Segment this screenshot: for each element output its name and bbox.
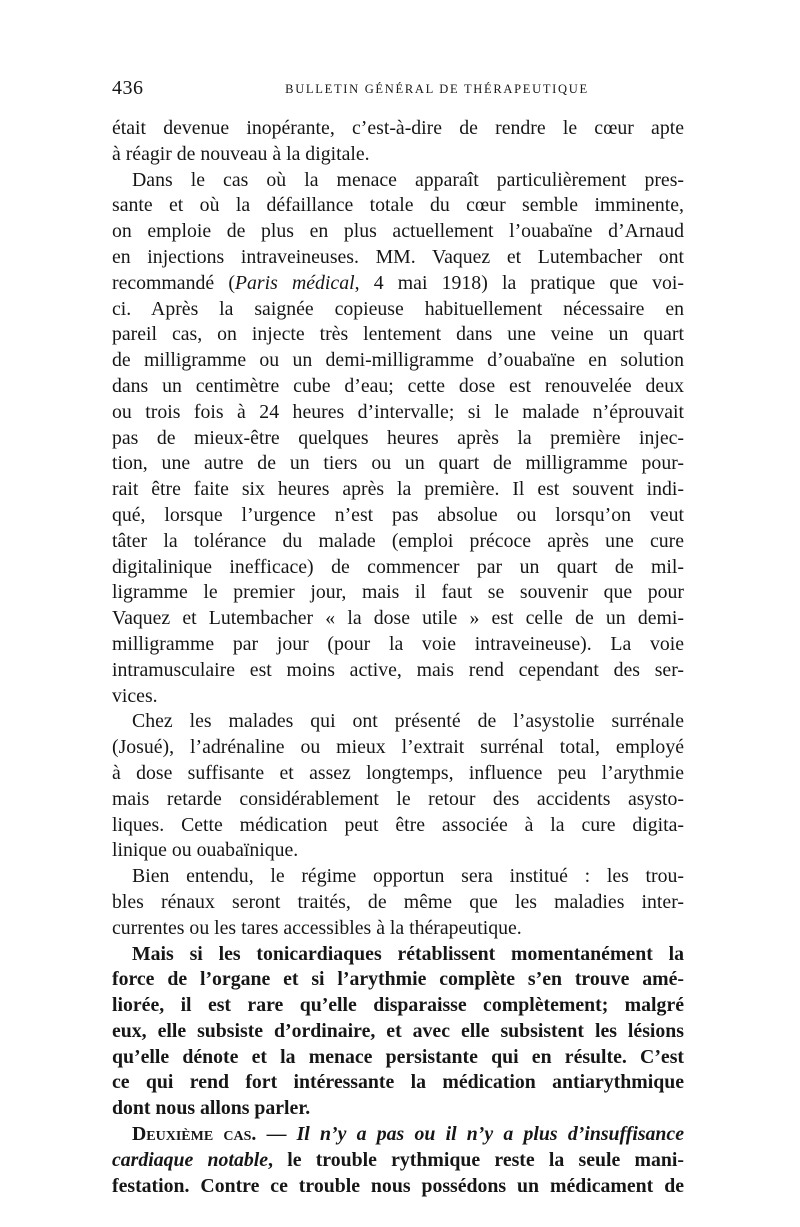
text-line xyxy=(112,1148,684,1174)
text-line: vices. xyxy=(112,684,158,707)
text-line: qué, lorsque l’urgence n’est pas absolue ou lorsqu’on veut xyxy=(112,503,684,526)
text-line: Bien entendu, le régime opportun sera institué : les trou- xyxy=(132,865,684,888)
text-line: eux, elle subsiste d’ordinaire, et avec elle subsistent les lésions xyxy=(112,1019,684,1042)
text-line: Mais si les tonicardiaques rétablissent momentanément la xyxy=(132,942,684,965)
journal-title: BULLETIN GÉNÉRAL DE THÉRAPEUTIQUE xyxy=(285,82,589,96)
text-line: currentes ou les tares accessibles à la thérapeutique. xyxy=(112,916,522,939)
text-line: force de l’organe et si l’arythmie complète s’en trouve amé- xyxy=(112,968,684,991)
text-line: à dose suffisante et assez longtemps, influence peu l’arythmie xyxy=(112,761,684,784)
text-segment: , 4 mai 1918) la pratique que voi- xyxy=(354,271,684,294)
text-line: Dans le cas où la menace apparaît particulièrement pres- xyxy=(132,168,684,191)
text-line: sante et où la défaillance totale du cœur semble imminente, xyxy=(112,194,684,217)
text-line: on emploie de plus en plus actuellement l’ouabaïne d’Arnaud xyxy=(112,220,684,243)
text-line: (Josué), l’adrénaline ou mieux l’extrait surrénal total, employé xyxy=(112,736,684,759)
text-line: linique ou ouabaïnique. xyxy=(112,839,299,862)
text-line: pareil cas, on injecte très lentement dans une veine un quart xyxy=(112,323,684,346)
text-line: qu’elle dénote et la menace persistante qui en résulte. C’est xyxy=(112,1045,684,1068)
text-line: ou trois fois à 24 heures d’intervalle; si le malade n’éprouvait xyxy=(112,400,684,423)
text-line: ligramme le premier jour, mais il faut se souvenir que pour xyxy=(112,581,684,604)
text-line: en injections intraveineuses. MM. Vaquez et Lutembacher ont xyxy=(112,245,684,268)
text-line: bles rénaux seront traités, de même que les maladies inter- xyxy=(112,890,684,913)
text-line: tion, une autre de un tiers ou un quart de milligramme pour- xyxy=(112,452,684,475)
text-line: Vaquez et Lutembacher « la dose utile » est celle de un demi- xyxy=(112,607,684,630)
text-line: festation. Contre ce trouble nous possédons un médicament de xyxy=(112,1174,684,1197)
text-line: milligramme par jour (pour la voie intraveineuse). La voie xyxy=(112,632,684,655)
text-segment: recommandé ( xyxy=(112,271,235,294)
text-segment: Il n’y a pas ou il n’y a plus d’insuffisance xyxy=(296,1123,684,1146)
text-segment: . — xyxy=(251,1123,297,1146)
text-line: liorée, il est rare qu’elle disparaisse complètement; malgré xyxy=(112,994,684,1017)
text-line: mais retarde considérablement le retour des accidents asysto- xyxy=(112,787,684,810)
text-line: rait être faite six heures après la première. Il est souvent indi- xyxy=(112,478,684,501)
body-text xyxy=(112,116,684,1199)
text-line: à réagir de nouveau à la digitale. xyxy=(112,142,370,165)
text-line: Chez les malades qui ont présenté de l’asystolie surrénale xyxy=(132,710,684,733)
text-line xyxy=(112,271,684,297)
text-line: pas de mieux-être quelques heures après la première injec- xyxy=(112,426,684,449)
text-line xyxy=(112,1122,684,1148)
text-segment: , le trouble rythmique reste la seule mani- xyxy=(268,1148,684,1171)
text-line: dont nous allons parler. xyxy=(112,1097,311,1120)
text-segment: Deuxième cas xyxy=(132,1123,252,1146)
text-segment: cardiaque notable xyxy=(112,1148,269,1171)
text-line: de milligramme ou un demi-milligramme d’ouabaïne en solution xyxy=(112,349,684,372)
text-line: digitalinique inefficace) de commencer par un quart de mil- xyxy=(112,555,684,578)
text-line: liques. Cette médication peut être associée à la cure digita- xyxy=(112,813,684,836)
page-number: 436 xyxy=(112,77,144,99)
text-line: tâter la tolérance du malade (emploi précoce après une cure xyxy=(112,529,684,552)
text-line: intramusculaire est moins active, mais rend cependant des ser- xyxy=(112,658,684,681)
text-line: dans un centimètre cube d’eau; cette dose est renouvelée deux xyxy=(112,374,684,397)
running-head xyxy=(112,77,684,101)
text-line: était devenue inopérante, c’est-à-dire de rendre le cœur apte xyxy=(112,117,684,139)
text-line: ce qui rend fort intéressante la médication antiarythmique xyxy=(112,1071,684,1094)
text-line: ci. Après la saignée copieuse habituellement nécessaire en xyxy=(112,297,684,320)
text-segment: Paris médical xyxy=(234,271,355,294)
